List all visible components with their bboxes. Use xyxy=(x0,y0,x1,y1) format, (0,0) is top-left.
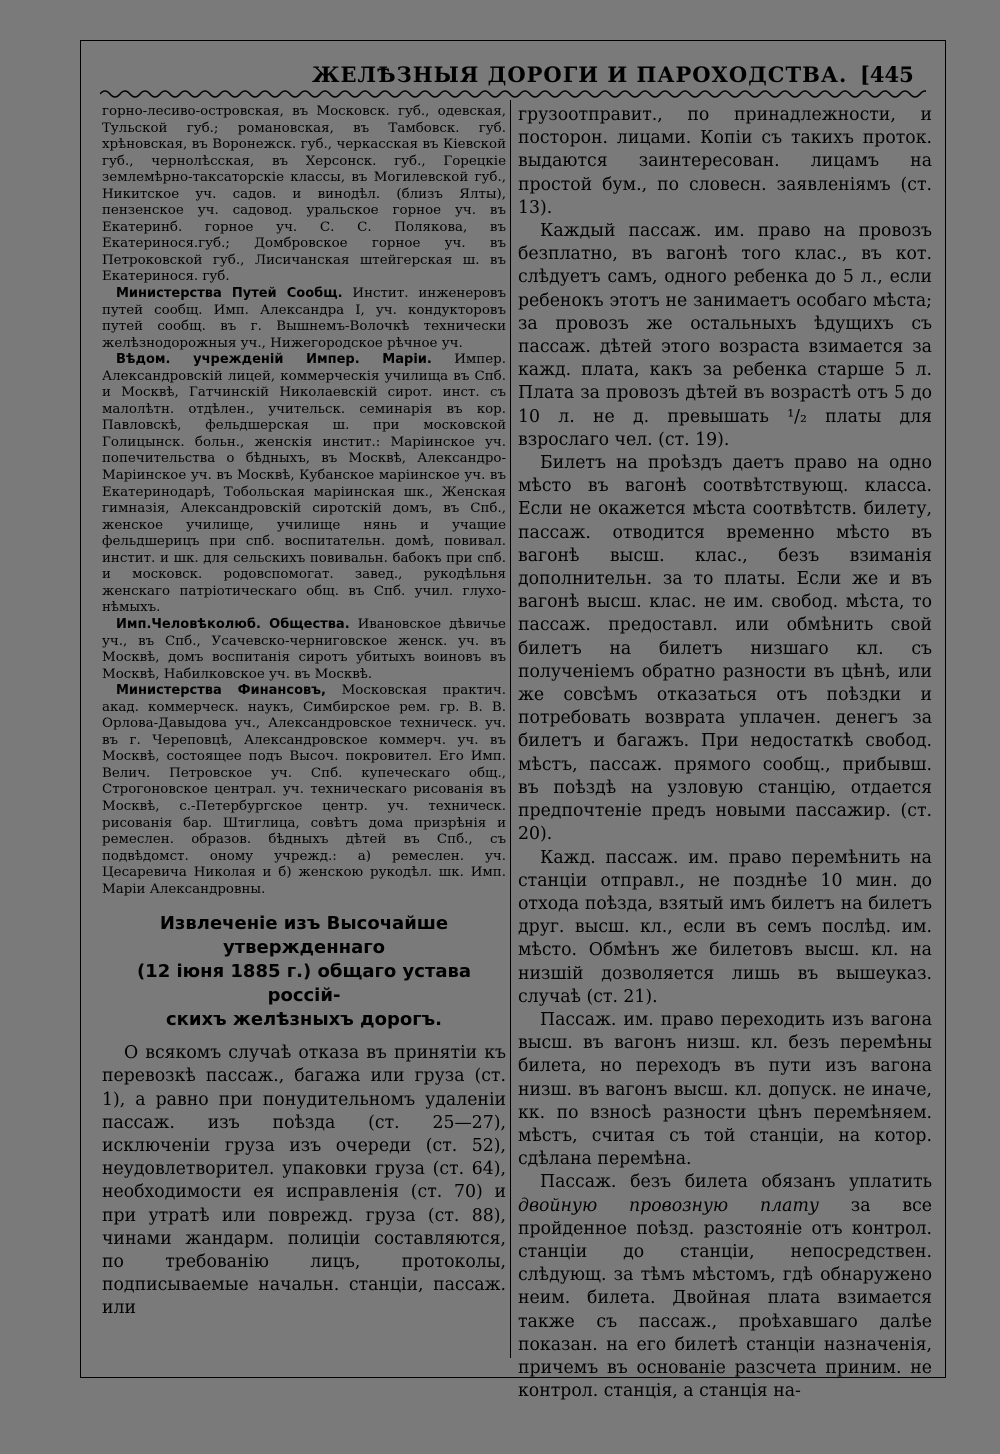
text-no-ticket-b: за все пройденное поѣзд. разстояніе отъ контрол. станціи до станціи, непосредствен. слѣдующ. за тѣмъ мѣстомъ, гдѣ обнаружено неим. билета. Двойная плата взимается также съ пассаж., проѣхавшаго далѣе показан. на его билетѣ станціи назначенія, причемъ въ основаніе разсчета приним. не контрол. станція, а станція на- xyxy=(518,1195,933,1402)
paragraph-institutions-4 xyxy=(102,617,506,683)
heading-ministry-finance: Министерства Финансовъ, xyxy=(116,683,326,699)
paragraph-statute-continued: грузоотправит., по принадлежности, и посторон. лицами. Копіи съ такихъ проток. выдаются заинтересован. лицамъ на простой бум., по словесн. заявленіямъ (ст. 13). xyxy=(518,105,932,218)
paragraph-class-transfer: Пассаж. им. право переходить изъ вагона высш. въ вагонъ низш. кл. безъ перемѣны билета, но переходъ въ пути изъ вагона низш. въ вагонъ высш. кл. допуск. не иначе, кк. по взносѣ разности цѣнъ перемѣняем. мѣстъ, считая съ той станціи, на котор. сдѣлана перемѣна. xyxy=(518,1009,932,1170)
page-number: [445 xyxy=(860,62,914,87)
statute-text-left xyxy=(102,1042,506,1320)
paragraph-no-ticket xyxy=(518,1171,932,1403)
running-title: ЖЕЛѢЗНЫЯ ДОРОГИ И ПАРОХОДСТВА. xyxy=(312,62,848,87)
text-ministry-finance: Московская практич. акад. коммерческ. наукъ, Симбирское рем. гр. В. В. Орлова-Давыдова уч., Александровское техническ. уч. въ г. Череповцѣ, Александровское коммерч. уч. въ Москвѣ, состоящее подъ Высоч. покровител. Его Имп. Велич. Петровское уч. Спб. купеческаго общ., Строгоновское централ. уч. техническаго рисованія въ Москвѣ, с.-Петербургское центр. уч. техническ. рисованія бар. Штиглица, совѣтъ дома призрѣнія и ремеслен. образов. бѣдныхъ дѣтей въ Спб., съ подвѣдомст. оному учрежд.: а) ремеслен. уч. Цесаревича Николая и б) женскою рукодѣл. шк. Имп. Маріи Александровны. xyxy=(102,683,507,897)
heading-ministry-ways: Министерства Путей Сообщ. xyxy=(116,286,343,302)
section-heading-line-2: (12 іюня 1885 г.) общаго устава россій- xyxy=(136,961,472,1007)
paragraph-institutions-1: горно-лесиво-островская, въ Московск. губ., одевская, Тульской губ.; романовская, въ Тамбовск. губ. хрѣновская, въ Воронежск. губ., черкасская въ Кіевской губ., чернолѣсская, въ Херсонск. губ., Горецкіе землемѣрно-таксаторскіе классы, въ Могилевской губ., Никитское уч. садов. и винодѣл. (близъ Ялты), пензенское уч. садовод. уральское горное уч. въ Екатеринб. горное уч. С. С. Полякова, въ Екатеринося.губ.; Домбровское горное уч. въ Петроковской губ., Лисичанская штейгерская ш. въ Екатеринося. губ. xyxy=(102,104,506,285)
statute-text-right xyxy=(518,104,932,1403)
column-divider xyxy=(510,100,511,1358)
heading-philanthropic-society: Имп.Человѣколюб. Общества. xyxy=(116,616,350,632)
left-column xyxy=(102,104,506,1321)
heading-empress-maria: Вѣдом. учрежденій Импер. Маріи. xyxy=(116,352,432,368)
text-no-ticket-a: Пассаж. безъ билета обязанъ уплатить xyxy=(540,1172,932,1193)
text-double-fare: двойную провозную плату xyxy=(518,1195,819,1216)
paragraph-statute-1: О всякомъ случаѣ отказа въ принятіи къ перевозкѣ пассаж., багажа или груза (ст. 1), а равно при понудительномъ удаленіи пассаж. изъ поѣзда (ст. 25—27), исключеніи груза изъ очереди (ст. 52), неудовлетворител. упаковки груза (ст. 64), необходимости ея исправленія (ст. 70) и при утратѣ или поврежд. груза (ст. 88), чинами жандарм. полиціи составляются, по требованію лицъ, протоколы, подписываемые начальн. станціи, пассаж. или xyxy=(102,1043,506,1319)
paragraph-children-fare: Каждый пассаж. им. право на провозъ безплатно, въ вагонѣ того клас., въ кот. слѣдуетъ самъ, одного ребенка до 5 л., если ребенокъ этотъ не занимаетъ особаго мѣста; за провозъ же остальныхъ ѣдущихъ съ пассаж. дѣтей этого возраста взимается за кажд. плата, какъ за ребенка старше 5 л. Плата за провозъ дѣтей въ возрастѣ отъ 5 до 10 л. не д. превышать ¹/₂ платы для взрослаго чел. (ст. 19). xyxy=(518,221,932,450)
institutions-list xyxy=(102,104,506,898)
section-heading xyxy=(102,912,506,1032)
paragraph-institutions-5 xyxy=(102,683,506,898)
text-empress-maria: Импер. Александровскій лицей, коммерческія училища въ Спб. и Москвѣ, Гатчинскій Николаевскій сирот. инст. съ малолѣтн. отдѣлен., учительск. семинарія въ кор. Павловскѣ, фельдшерская ш. при московской Голицынск. больн., женскія инстит.: Маріинское уч. попечительства о бѣдныхъ, въ Москвѣ, Александро-Маріинское уч. въ Москвѣ, Кубанское маріинское уч. въ Екатеринодарѣ, Тобольская маріинская шк., Женская гимназія, Александровскій сиротскій домъ, въ Спб., женское училище, училище нянь и учащие фельдшерицъ при спб. воспитательн. домѣ, повивал. инстит. и шк. для сельскихъ повивальн. бабокъ при спб. и московск. родовспомогат. завед., рукодѣльня женскаго патріотическаго общ. въ Спб. учил. глухо-нѣмыхъ. xyxy=(102,352,506,616)
right-column xyxy=(518,104,932,1403)
paragraph-institutions-3 xyxy=(102,352,506,617)
section-heading-line-3: скихъ желѣзныхъ дорогъ. xyxy=(166,1009,442,1031)
text-ministry-ways: Инстит. инженеровъ путей сообщ. Имп. Александра I, уч. кондукторовъ путей сообщ. въ г. Вышнемъ-Волочкѣ технически желѣзнодорожныя уч., Нижегородское рѣчное уч. xyxy=(102,286,506,351)
paragraph-ticket-seat: Билетъ на проѣздъ даетъ право на одно мѣсто въ вагонѣ соотвѣтствующ. класса. Если не окажется мѣста соотвѣтств. билету, пассаж. отводится временно мѣсто въ вагонѣ высш. клас., безъ взиманія дополнительн. за то платы. Если же и въ вагонѣ высш. клас. не им. свобод. мѣста, то пассаж. предоставл. или обмѣнить свой билетъ на билетъ низшаго кл. съ полученіемъ обратно разности въ цѣнѣ, или же совсѣмъ отказаться отъ поѣздки и потребовать возврата уплачен. денегъ за билетъ и багажъ. При недостаткѣ свобод. мѣстъ, пассаж. прямого сообщ., прибывш. въ поѣздѣ на узловую станцію, отдается предпочтеніе предъ новыми пассажир. (ст. 20). xyxy=(518,453,932,845)
paragraph-ticket-exchange: Кажд. пассаж. им. право перемѣнить на станціи отправл., не позднѣе 10 мин. до отхода поѣзда, взятый имъ билетъ на билетъ друг. высш. кл., если въ семъ послѣд. им. мѣсто. Обмѣнъ же билетовъ высш. кл. на низшій дозволяется лишь въ вышеуказ. случаѣ (ст. 21). xyxy=(518,847,932,1007)
section-heading-line-1: Извлеченіе изъ Высочайше утвержденнаго xyxy=(159,913,449,959)
paragraph-institutions-2 xyxy=(102,286,506,352)
wavy-rule xyxy=(100,86,926,100)
text-philanthropic-society: Ивановское дѣвичье уч., въ Спб., Усачевско-черниговское женск. уч. въ Москвѣ, домъ воспитанія сиротъ убитыхъ воиновъ въ Москвѣ, Набилковское уч. въ Москвѣ. xyxy=(102,616,506,682)
